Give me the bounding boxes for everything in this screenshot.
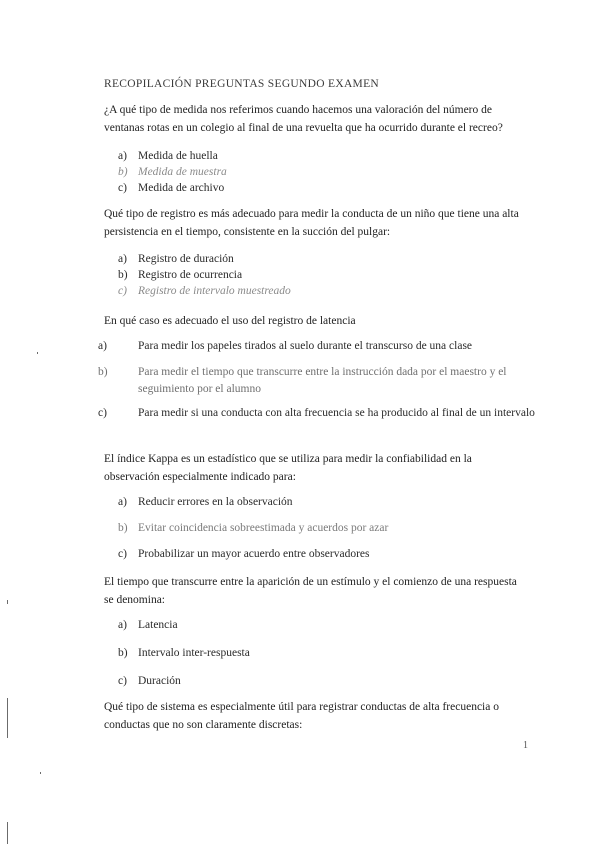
question-2: Qué tipo de registro es más adecuado para medir la conducta de un niño que tiene una alta persistencia en el tiempo, consistente en la succión del pulgar: xyxy=(104,208,519,238)
option-text: Medida de muestra xyxy=(138,166,227,178)
option-letter: b) xyxy=(118,522,128,534)
option-text: Para medir el tiempo que transcurre entre la instrucción dada por el maestro y el seguimiento por el alumno xyxy=(138,366,507,395)
question-1-option-a xyxy=(118,148,518,165)
question-3: En qué caso es adecuado el uso del registro de latencia xyxy=(104,315,356,327)
option-letter: b) xyxy=(118,269,128,281)
option-letter: a) xyxy=(118,150,127,162)
question-3-option-b xyxy=(98,364,538,398)
question-5: El tiempo que transcurre entre la aparición de un estímulo y el comienzo de una respuesta se denomina: xyxy=(104,576,517,606)
option-letter: b) xyxy=(118,647,128,659)
scan-speck xyxy=(7,600,8,604)
document-title: RECOPILACIÓN PREGUNTAS SEGUNDO EXAMEN xyxy=(104,78,380,90)
scan-edge-mark xyxy=(7,698,8,738)
question-3-option-a xyxy=(98,338,538,355)
option-text: Reducir errores en la observación xyxy=(138,496,293,508)
question-5-option-c xyxy=(118,673,518,690)
option-letter: a) xyxy=(118,253,127,265)
question-1: ¿A qué tipo de medida nos referimos cuando hacemos una valoración del número de ventanas rotas en un colegio al final de una revuelta que ha ocurrido durante el recreo? xyxy=(104,104,503,134)
question-4-option-c xyxy=(118,546,518,563)
option-letter: c) xyxy=(118,675,127,687)
option-text: Latencia xyxy=(138,619,178,631)
option-text: Para medir si una conducta con alta frecuencia se ha producido al final de un intervalo xyxy=(138,407,535,419)
scan-edge-mark xyxy=(7,822,8,844)
question-2-option-b xyxy=(118,267,518,284)
scan-speck xyxy=(37,352,38,354)
option-letter: b) xyxy=(118,166,128,178)
option-letter: b) xyxy=(98,366,108,378)
question-3-option-c xyxy=(98,405,538,422)
option-text: Registro de intervalo muestreado xyxy=(138,285,291,297)
scan-speck xyxy=(40,772,41,774)
question-4-option-b xyxy=(118,520,518,537)
option-text: Registro de duración xyxy=(138,253,234,265)
question-1-option-c xyxy=(118,180,518,197)
question-6: Qué tipo de sistema es especialmente útil para registrar conductas de alta frecuencia o conductas que no son claramente discretas: xyxy=(104,701,499,731)
question-2-option-a xyxy=(118,251,518,268)
option-text: Intervalo inter-respuesta xyxy=(138,647,250,659)
option-letter: a) xyxy=(118,619,127,631)
option-text: Evitar coincidencia sobreestimada y acuerdos por azar xyxy=(138,522,389,534)
option-letter: c) xyxy=(118,182,127,194)
option-text: Probabilizar un mayor acuerdo entre observadores xyxy=(138,548,370,560)
option-text: Para medir los papeles tirados al suelo durante el transcurso de una clase xyxy=(138,340,473,352)
option-letter: c) xyxy=(118,285,127,297)
question-5-option-b xyxy=(118,645,518,662)
page-number: 1 xyxy=(523,740,528,751)
option-text: Registro de ocurrencia xyxy=(138,269,243,281)
question-4-option-a xyxy=(118,494,518,511)
question-2-option-c xyxy=(118,283,518,300)
option-text: Medida de archivo xyxy=(138,182,225,194)
question-1-option-b xyxy=(118,164,518,181)
option-letter: c) xyxy=(118,548,127,560)
option-letter: a) xyxy=(98,340,107,352)
option-text: Duración xyxy=(138,675,181,687)
option-text: Medida de huella xyxy=(138,150,218,162)
option-letter: a) xyxy=(118,496,127,508)
question-4: El índice Kappa es un estadístico que se utiliza para medir la confiabilidad en la observación especialmente indicado para: xyxy=(104,453,472,483)
question-5-option-a xyxy=(118,617,518,634)
option-letter: c) xyxy=(98,407,107,419)
